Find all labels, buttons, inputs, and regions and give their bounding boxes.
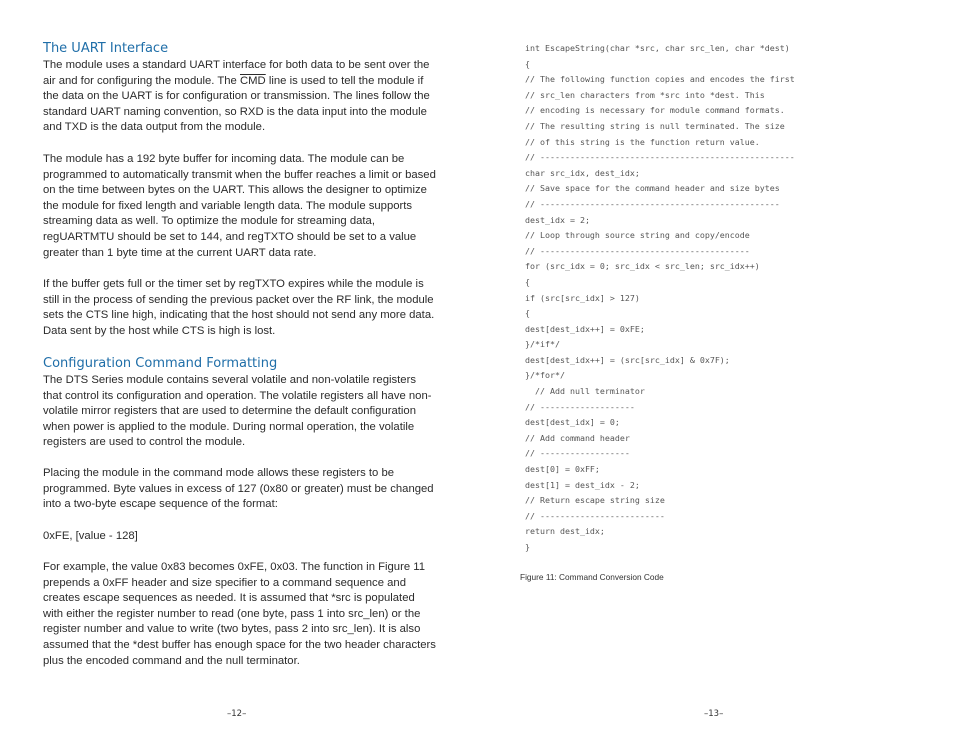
code-line: // Loop through source string and copy/encode (525, 230, 750, 241)
uart-paragraph-2: The module has a 192 byte buffer for incoming data. The module can be programmed to automatically transmit when the buffer reaches a limit or based on the time between bytes on the UART. This allows the designer to optimize the module for fixed length and variable length data. The module supports streaming data as well. To optimize the module for streaming data, regUARTMTU should be set to 144, and regTXTO should be set to a value greater than 1 byte time at the current UART data rate. (43, 153, 436, 259)
code-line: { (525, 58, 530, 69)
heading-configuration-command-formatting: Configuration Command Formatting (43, 356, 278, 371)
page-number-right: –13– (704, 709, 724, 719)
code-line: dest_idx = 2; (525, 214, 590, 225)
uart-paragraph-3: If the buffer gets full or the timer set by regTXTO expires while the module is still in the process of sending the previous packet over the RF link, the module sets the CTS line high, indicating that the host should not send any more data. Data sent by the host while CTS is high is lost. (43, 278, 435, 337)
code-line: for (src_idx = 0; src_idx < src_len; src_idx++) (525, 261, 760, 272)
config-paragraph-1: The DTS Series module contains several volatile and non-volatile registers that control its configuration and operation. The volatile registers all have non-volatile mirror registers that are used to determine the default configuration when power is applied to the module. During normal operation, the volatile registers are used to control the module. (43, 374, 432, 449)
code-line: // Save space for the command header and size bytes (525, 183, 780, 194)
code-line: { (525, 308, 530, 319)
config-paragraph-3: For example, the value 0x83 becomes 0xFE, 0x03. The function in Figure 11 prepends a 0xFF header and size specifier to a command sequence and creates escape sequences as needed. It is assumed that *src is populated with either the register number to read (one byte, pass 1 into src_len) or the register number and value to write (two bytes, pass 2 into src_len). It is also assumed that the *dest buffer has enough space for the two header characters plus the encoded command and the null terminator. (43, 561, 436, 667)
code-line: } (525, 542, 530, 552)
code-line: // ------------------------------------------------ (525, 198, 780, 209)
code-line: // Add command header (525, 432, 630, 443)
code-line: // The following function copies and encodes the first (525, 74, 795, 85)
code-line: dest[dest_idx++] = (src[src_idx] & 0x7F); (525, 354, 730, 365)
code-line: // ------------------ (525, 448, 630, 459)
code-line: return dest_idx; (525, 526, 605, 537)
code-line: // ------------------- (525, 401, 635, 412)
uart-paragraph-1 (43, 58, 437, 136)
code-line: int EscapeString(char *src, char src_len, char *dest) (525, 43, 790, 53)
code-line: // src_len characters from *src into *dest. This (525, 89, 765, 100)
code-line: dest[dest_idx] = 0; (525, 417, 620, 428)
code-line: // encoding is necessary for module command formats. (525, 105, 785, 116)
escape-format: 0xFE, [value - 128] (43, 530, 138, 542)
code-line: dest[0] = 0xFF; (525, 464, 600, 475)
uart-paragraph-1-text-b: line is used to tell the module if the data on the UART is for configuration or transmission. The lines follow the standard UART naming convention, so RXD is the data input into the module and TXD is the data output from the module. (43, 74, 430, 134)
code-line: // Return escape string size (525, 495, 665, 506)
code-line: if (src[src_idx] > 127) (525, 292, 640, 303)
figure-caption: Figure 11: Command Conversion Code (520, 572, 664, 582)
page-number-left: –12– (227, 709, 247, 719)
code-line: }/*if*/ (525, 339, 560, 350)
config-paragraph-2: Placing the module in the command mode allows these registers to be programmed. Byte values in excess of 127 (0x80 or greater) must be changed into a two-byte escape sequence of the format: (43, 467, 434, 511)
code-line: dest[1] = dest_idx - 2; (525, 479, 640, 490)
code-line: // ------------------------------------------ (525, 245, 750, 256)
code-line: char src_idx, dest_idx; (525, 167, 640, 178)
uart-paragraph-1-text-a: The module uses a standard UART interface for both data to be sent over the air and for configuring the module. The (43, 59, 430, 87)
code-line: // The resulting string is null terminated. The size (525, 120, 785, 131)
code-line: { (525, 276, 530, 287)
code-line: // Add null terminator (525, 386, 645, 397)
code-line: // --------------------------------------------------- (525, 152, 795, 163)
code-line: // ------------------------- (525, 510, 665, 521)
cmd-signal-label: $\overline{CMD}$ (239, 74, 266, 87)
code-line: dest[dest_idx++] = 0xFE; (525, 323, 645, 334)
code-listing (525, 41, 855, 556)
code-line: // of this string is the function return value. (525, 136, 760, 147)
heading-uart-interface: The UART Interface (43, 41, 169, 56)
code-line: }/*for*/ (525, 370, 565, 381)
